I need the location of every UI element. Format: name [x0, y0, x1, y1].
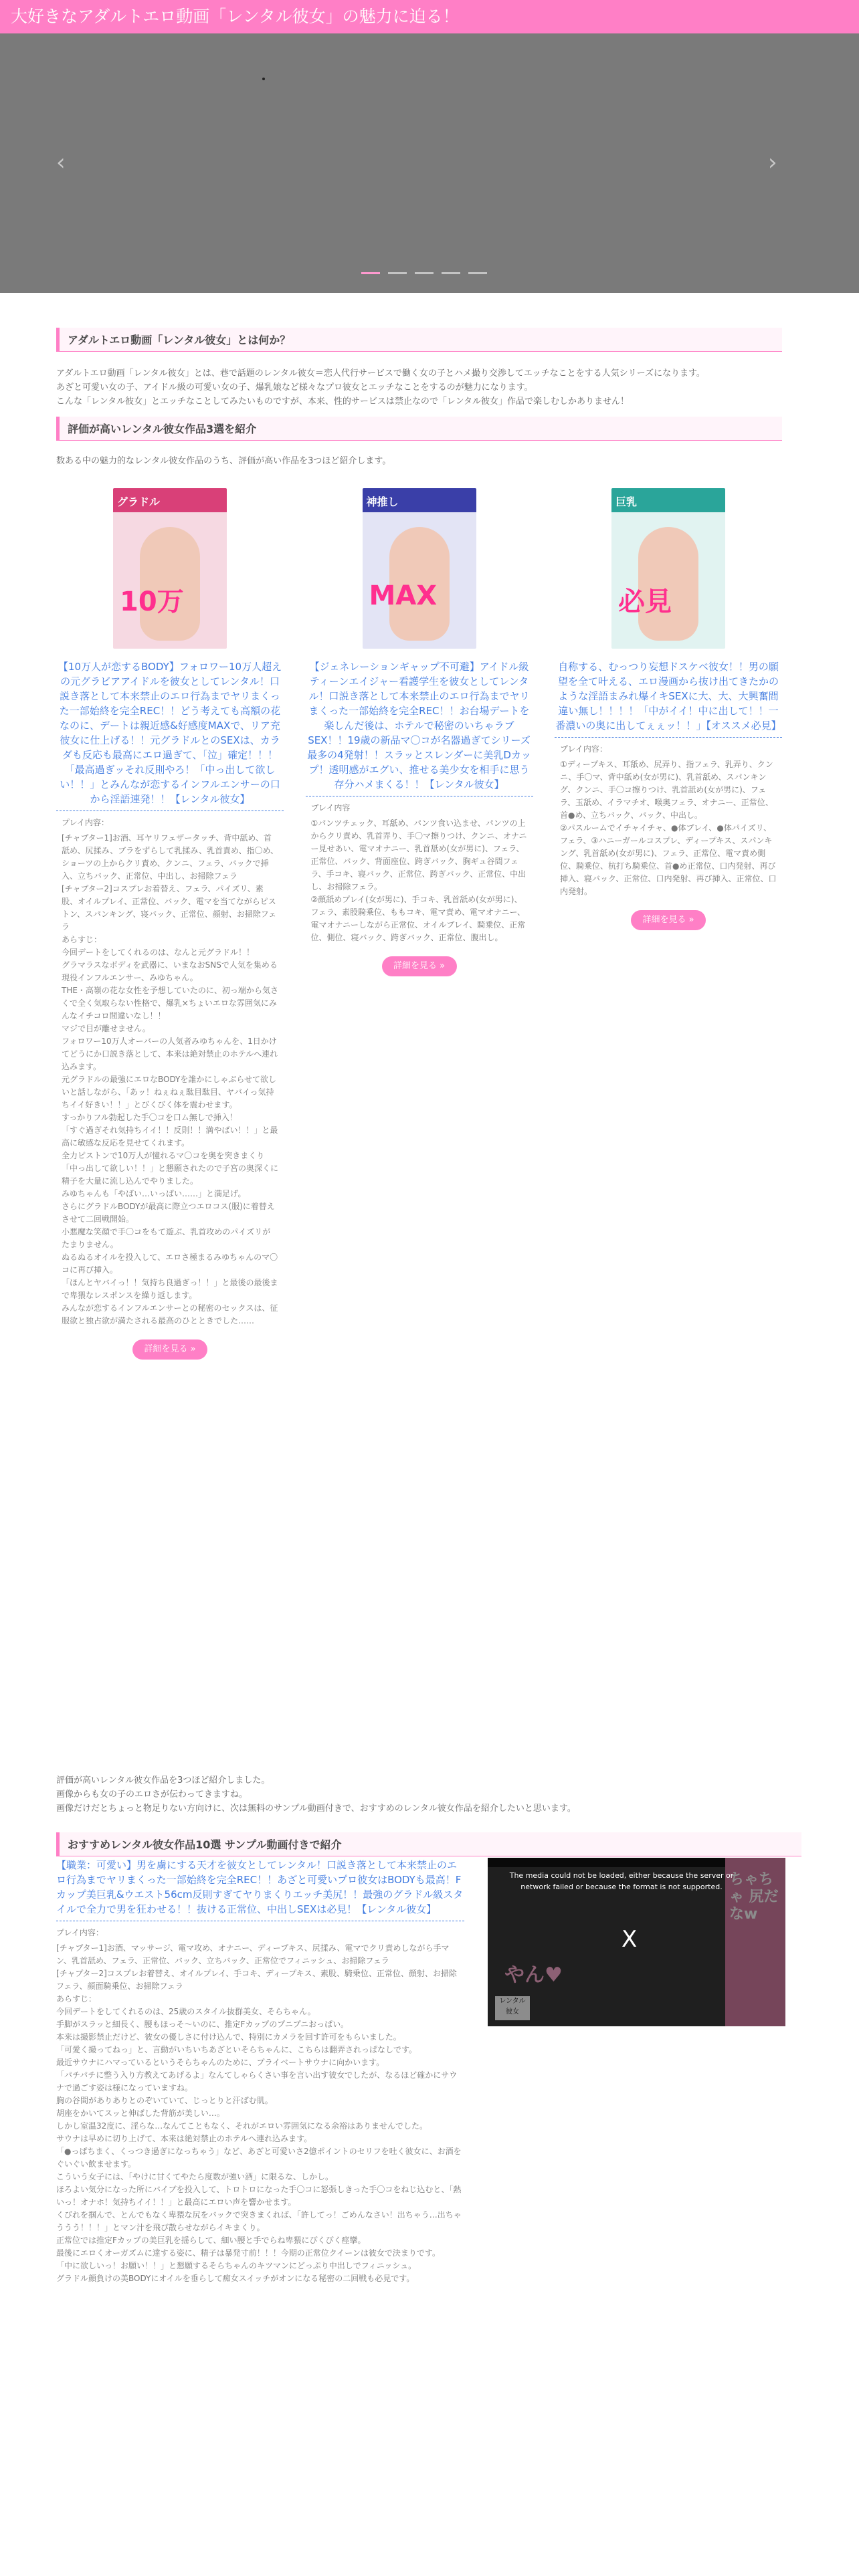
work-title-link[interactable]: 【10万人が恋するBODY】フォロワー10万人超えの元グラビアアイドルを彼女としてレンタル！口説き落として本来禁止のエロ行為までヤリまくった一部始終を完全REC！！どう考えても高額の花なのに、デートは親近感&好感度MAXで、リア充彼女に仕上げる！！元グラドルとのSEXは、カラダも反応も最高にエロ過ぎて、「泣」確定！！！「最高過ぎッそれ反則やろ！「中っ出して欲しい！！」とみんなが恋するインフルエンサーの口から淫語連発！！【レンタル彼女】 [56, 659, 284, 811]
summary-line: 評価が高いレンタル彼女作品を3つほど紹介しました。 [56, 1776, 270, 1786]
slider-prev-icon[interactable]: ‹ [56, 149, 66, 176]
sample-item [56, 1852, 464, 2285]
play-label: プレイ内容： [560, 744, 607, 754]
video-panel-text: ちゃちゃ 尻だ なw [729, 1871, 779, 1923]
work-title-link[interactable]: 【ジェネレーションギャップ不可避】アイドル級ティーンエイジャー看護学生を彼女としてレンタル！口説き落として本来禁止のエロ行為までヤリまくった一部始終を完全REC！！お台場デートを楽しんだ後は、ホテルで秘密のいちゃラブSEX！！19歳の新品マ〇コが名器過ぎてシリーズ最多の4発射！！スラッとスレンダーに美乳Dカップ！透明感がエグい、推せる美少女を相手に思う存分ハメまくる！！【レンタル彼女】 [306, 659, 533, 796]
work-thumbnail[interactable] [611, 488, 725, 649]
ranking-cards [56, 488, 782, 1360]
loading-indicator [262, 78, 265, 80]
slider-dot[interactable] [388, 272, 407, 274]
detail-button[interactable]: 詳細を見る » [631, 910, 706, 930]
thumbnail-art-number: 10万 [120, 586, 184, 617]
work-thumbnail[interactable] [113, 488, 227, 649]
slider-next-icon[interactable]: › [768, 149, 777, 176]
play-label: プレイ内容 [310, 803, 351, 813]
thumbnail-art-label: グラドル [117, 496, 161, 508]
play-text: ①ディープキス、耳舐め、尻弄り、指フェラ、乳弄り、クンニ、手〇マ、背中舐め(女が男に)、乳首舐め、スパンキング、クンニ、手〇コ擦りつけ、乳首舐め(女が男に)、フェラ、玉舐め、イラマチオ、喉奥フェラ、オナニー、正常位、首●め、立ちバック、バック、中出し。 ②パスルームでイチャイチャ、●体プレイ、●体パイズリ、フェラ、③ハニーガールコスプレ、ディープキス、スパンキング、乳首舐め(女が男に)、フェラ、正常位、電マ責め側位、騎乗位、杭打ち騎乗位、首●め正常位、口内発射、再び挿入、寝バック、正常位、口内発射、再び挿入、正常位、口内発射。 [560, 760, 777, 896]
slider-dot[interactable] [361, 272, 380, 274]
main-content [56, 328, 782, 1360]
work-card [306, 488, 533, 1360]
play-label: プレイ内容： [62, 818, 109, 827]
site-header [0, 0, 859, 33]
ranking-heading: 評価が高いレンタル彼女作品3選を紹介 [56, 417, 782, 441]
play-label: プレイ内容： [56, 1928, 104, 1937]
video-error-message: The media could not be loaded, either because the server or network failed or because the format is not supported. [509, 1871, 734, 1891]
close-icon[interactable]: X [622, 1926, 638, 1953]
work-description [56, 817, 284, 1327]
thumbnail-art-label: 神推し [366, 496, 399, 508]
thumbnail-art-label: 巨乳 [615, 496, 638, 508]
work-description [306, 802, 533, 944]
work-card [555, 488, 782, 1360]
work-description [555, 743, 782, 898]
intro-heading: アダルトエロ動画「レンタル彼女」とは何か？ [56, 328, 782, 352]
sample-description [56, 1927, 464, 2285]
intro-line: アダルトエロ動画「レンタル彼女」とは、巷で話題のレンタル彼女＝恋人代行サービスで働く女の子とハメ撮り交渉してエッチなことをする人気シリーズになります。 [56, 368, 705, 379]
intro-line: こんな「レンタル彼女」とエッチなことしてみたいものですが、本来、性的サービスは禁止なので「レンタル彼女」作品で楽しむしかありません！ [56, 397, 630, 407]
play-text: [チャプター1]お酒、マッサージ、電マ攻め、オナニー、ディープキス、尻揉み、電マでクリ責めしながら手マン、乳首舐め、フェラ、正常位、バック、立ちバック、正常位でフィニッシュ、お掃除フェラ [チャプター2]コスプレお着替え、オイルプレイ、手コキ、ディープキス、素股、騎乗位、正常位、顔射、お掃除フェラ、顔面騎乗位、お掃除フェラ あらすじ： 今回デートをしてくれるのは、25歳のスタイル抜群美女、そらちゃん。 手脚がスラッと細長く、腰もほっそ～いのに、推定Fカップのプニプニおっぱい。 本来は撮影禁止だけど、彼女の優しさに付け込んで、特別にカメラを回す許可をもらいました。 「可愛く撮ってねっ」と、言動がいちいちあざといそらちゃんに、こちらは翻弄されっぱなしです。 最近サウナにハマっているというそらちゃんのために、プライベートサウナに向かいます。 「パチパチに整う入り方教えてあげるよ」なんてしゃらくさい事を言い出す彼女でしたが、なるほど確かにサウナで過ごす姿は様になっていますね。 胸の谷間がありありとのぞいていて、じっとりと汗ばむ肌。 胡座をかいてスッと伸ばした背筋が美しい…。 しかし室温32度に、淫らな…なんてこともなく、それがエロい雰囲気になる余裕はありませんでした。 サウナは早めに切り上げて、本来は絶対禁止のホテルへ連れ込みます。 「●っぱちまく、くっつき過ぎになっちゃう」など、あざと可愛いさ2億ポイントのセリフを吐く彼女に、お酒をぐいぐい飲ませます。 こういう女子には、「やけに甘くてやたら度数が強い酒」に限るな、しかし。 ほろよい気分になった所にバイブを投入して、トロトロになった手〇コに怒張しきった手〇コをねじ込むと、「熱いっ！オナホ！気持ちイイ！！」と最高にエロい声を響かせます。 くびれを掴んで、とんでもなく卑猥な尻をバックで突きまくれば、「許してっ！ごめんなさい！出ちゃう…出ちゃううう！！！」とマン汁を飛び散らせながらイキまくり。 正常位では推定Fカップの美巨乳を揺らして、細い腰と手でらね卑猥にぴくぴく痙攣。 最後にエロくオーガズムに達する姿に、精子は暴発寸前！！！今期の正常位クイーンは彼女で決まりです。 「中に欲しいっ！お願い！！」と懇願するそらちゃんのキツマンにどっぷり中出しでフィニッシュ。 グラドル顔負けの美BODYにオイルを垂らして痴女スイッチがオンになる秘密の二回戦も必見です。 [56, 1943, 462, 2283]
site-title[interactable]: 大好きなアダルトエロ動画「レンタル彼女」の魅力に迫る！ [11, 7, 460, 26]
detail-button[interactable]: 詳細を見る » [132, 1339, 207, 1360]
slider-dot[interactable] [468, 272, 487, 274]
play-text: ①パンツチェック、耳舐め、パンツ食い込ませ、パンツの上からクリ責め、乳首弄り、手〇マ擦りつけ、クンニ、オナニー見せあい、電マオナニー、乳首舐め(女が男に)、フェラ、正常位、バック、背面座位、跨ぎバック、胸ギュ谷間フェラ、手コキ、寝バック、正常位、跨ぎバック、正常位、中出し、お掃除フェラ。 ②顔舐めプレイ(女が男に)、手コキ、乳首舐め(女が男に)、フェラ、素股騎乗位、ももコキ、電マ責め、電マオナニー、電マオナニーしながら正常位、オイルプレイ、騎乗位、正常位、側位、寝バック、跨ぎバック、正常位、腹出し。 [310, 819, 527, 942]
detail-button[interactable]: 詳細を見る » [382, 956, 457, 976]
ranking-lead: 数ある中の魅力的なレンタル彼女作品のうち、評価が高い作品を3つほど紹介します。 [56, 456, 391, 466]
slider-dots [361, 272, 487, 274]
video-badge-text: レンタル 彼女 [499, 1998, 526, 2016]
sample-section [56, 1832, 792, 2283]
work-card [56, 488, 284, 1360]
intro-line: あざと可愛い女の子、アイドル級の可愛い女の子、爆乳娘など様々なプロ彼女とエッチなことをするのが魅力になります。 [56, 383, 533, 393]
slider-dot[interactable] [442, 272, 460, 274]
sample-heading: おすすめレンタル彼女作品10選 サンプル動画付きで紹介 [56, 1832, 801, 1856]
video-art-text: やん♥ [504, 1963, 563, 1987]
slider-dot[interactable] [415, 272, 434, 274]
play-text: [チャプター1]お酒、耳ヤリフェザータッチ、背中舐め、首舐め、尻揉み、ブラをずらして乳揉み、乳首責め、指〇め、ショーツの上からクリ責め、クンニ、フェラ、バックで挿入、立ちバック、正常位、中出し、お掃除フェラ [チャプター2]コスプレお着替え、フェラ、パイズリ、素股、オイルプレイ、正常位、バック、電マを当てながらピストン、スパンキング、寝バック、正常位、顔射、お掃除フェラ あらすじ： 今回デートをしてくれるのは、なんと元グラドル！！ グラマラスなボディを武器に、いまなおSNSで人気を集める現役インフルエンサー、みゆちゃん。 THE・高嶺の花な女性を予想していたのに、初っ端から気さくで全く気取らない性格で、爆乳×ちょいエロな雰囲気にみんなイチコロ間違いなし！！ マジで目が離せません。 フォロワー10万人オーバーの人気者みゆちゃんを、1日かけてどうにか口説き落として、本来は絶対禁止のホテルへ連れ込みます。 元グラドルの最強にエロなBODYを誰かにしゃぶらせて欲しいと話しながら、「あッ！ねぇねぇ駄目駄目、ヤバイっ気持ちイイ好きい！！」とびくびく体を震わせます。 すっかりフル勃起した手〇コを口ム無しで挿入！ 「すぐ過ぎそれ気持ちイイ！！反則！！満やばい！！」と最高に敏感な反応を見せてくれます。 全力ピストンで10万人が憧れるマ〇コを奥を突きまくり「中っ出して欲しい！！」と懇願されたので子宮の奥深くに精子を大量に流し込んでやりました。 みゆちゃんも「やばい…いっぱい……」と満足げ。 さらにグラドルBODYが最高に際立つエロコス(服)に着替えさせて二回戦開始。 小悪魔な笑顔で手〇コをもて遊ぶ、乳首攻めのパイズリがたまりません。 ぬるぬるオイルを投入して、エロさ極まるみゆちゃんのマ〇コに再び挿入。 「ほんとヤバイっ！！気持ち良過ぎっ！！」と最後の最後まで卑猥なレスポンスを繰り返します。 みんなが恋するインフルエンサーとの秘密のセックスは、征服欲と独占欲が満たされる最高のひとときでした…… [62, 833, 279, 1325]
hero-slider[interactable] [0, 33, 859, 293]
work-title-link[interactable]: 自称する、むっつり妄想ドスケベ彼女！！男の願望を全て叶える、エロ漫画から抜け出てきたかのような淫語まみれ爆イキSEXに大、大、大興奮間違い無し！！！！「中がイイ！中に出して！！一番濃いの奥に出してぇぇッ！！」【オススメ必見】 [555, 659, 782, 738]
sample-video-player[interactable] [488, 1858, 785, 2026]
work-thumbnail[interactable] [363, 488, 476, 649]
sample-title-link[interactable]: 【職業：可愛い】男を虜にする天才を彼女としてレンタル！口説き落として本来禁止のエロ行為までヤリまくった一部始終を完全REC！！あざと可愛いプロ彼女はBODYも最高！Fカップ美巨乳&ウエスト56cm反則すぎてヤりまくりエッチ美尻！！最強のグラドル級スタイルで全力で男を狂わせる！！抜ける正常位、中出しSEXは必見！【レンタル彼女】 [56, 1858, 464, 1921]
thumbnail-art-number: 必見 [618, 586, 672, 617]
summary-line: 画像からも女の子のエロさが伝わってきますね。 [56, 1790, 248, 1800]
summary-block [56, 1774, 782, 1816]
thumbnail-art-number: MAX [369, 580, 438, 611]
summary-line: 画像だけだとちょっと物足りない方向けに、次は無料のサンプル動画付きで、おすすめのレンタル彼女作品を紹介したいと思います。 [56, 1804, 576, 1814]
